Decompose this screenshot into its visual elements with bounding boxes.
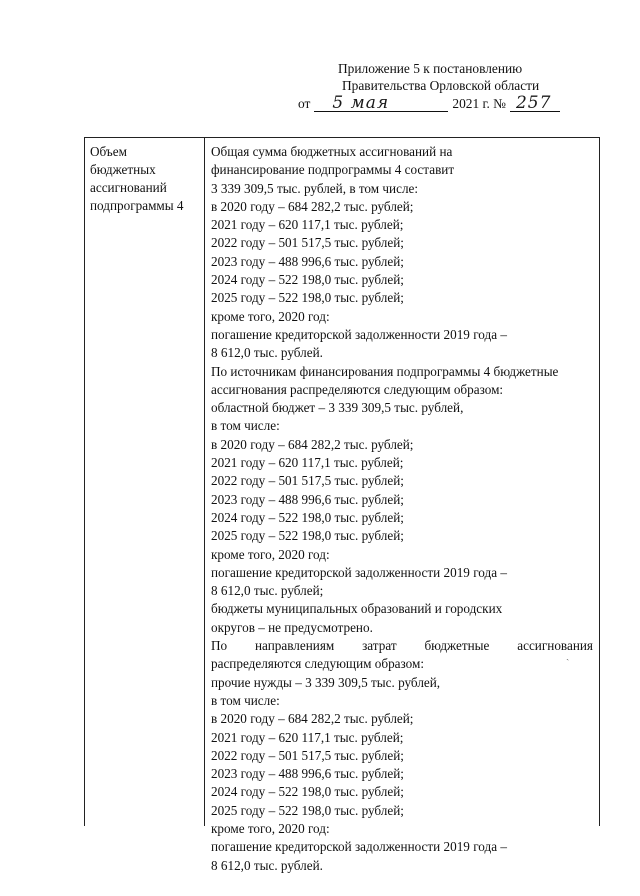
table-right-cell — [205, 138, 599, 873]
right-cell-line: кроме того, 2020 год: — [211, 546, 330, 562]
handwritten-date: 5 мая — [332, 93, 390, 113]
government-title: Правительства Орловской области — [342, 78, 540, 93]
table-left-cell — [85, 138, 205, 826]
right-cell-line: По источникам финансирования подпрограммы 4 бюджетные — [211, 363, 559, 379]
right-cell-line: погашение кредиторской задолженности 2019 года – — [211, 326, 507, 342]
right-cell-line: 2022 году – 501 517,5 тыс. рублей; — [211, 473, 404, 489]
right-cell-line: 8 612,0 тыс. рублей. — [211, 345, 323, 361]
right-cell-line: 2023 году – 488 996,6 тыс. рублей; — [211, 253, 404, 269]
document-header — [298, 60, 598, 112]
scan-mark: ˎ — [566, 650, 570, 661]
year-number-label: 2021 г. № — [452, 96, 506, 111]
right-cell-line: погашение кредиторской задолженности 2019 года – — [211, 564, 507, 580]
left-cell-line: Объем — [90, 144, 127, 159]
right-cell-line: 2021 году – 620 117,1 тыс. рублей; — [211, 729, 404, 745]
right-cell-line: кроме того, 2020 год: — [211, 308, 330, 324]
right-cell-line: округов – не предусмотрено. — [211, 619, 373, 635]
right-cell-line: областной бюджет – 3 339 309,5 тыс. рублей, — [211, 400, 464, 416]
right-cell-line: ассигнования распределяются следующим образом: — [211, 381, 504, 397]
from-label: от — [298, 96, 311, 111]
handwritten-number-field — [510, 95, 560, 112]
right-cell-line: распределяются следующим образом: — [211, 656, 425, 672]
handwritten-number: 257 — [515, 93, 552, 113]
right-cell-line: в 2020 году – 684 282,2 тыс. рублей; — [211, 711, 414, 727]
right-cell-line: Общая сумма бюджетных ассигнований на — [211, 144, 453, 159]
right-cell-line: 2024 году – 522 198,0 тыс. рублей; — [211, 272, 404, 288]
right-cell-line: в 2020 году – 684 282,2 тыс. рублей; — [211, 198, 414, 214]
right-cell-line: 2024 году – 522 198,0 тыс. рублей; — [211, 509, 404, 525]
left-cell-line: бюджетных — [90, 162, 156, 177]
right-cell-line: 3 339 309,5 тыс. рублей, в том числе: — [211, 180, 419, 196]
right-cell-line: 8 612,0 тыс. рублей; — [211, 583, 324, 599]
right-cell-line: в том числе: — [211, 692, 280, 708]
right-cell-line: бюджеты муниципальных образований и городских — [211, 601, 503, 617]
right-cell-line: 2023 году – 488 996,6 тыс. рублей; — [211, 766, 404, 782]
right-cell-line: 2025 году – 522 198,0 тыс. рублей; — [211, 802, 404, 818]
right-cell-line: кроме того, 2020 год: — [211, 820, 330, 836]
right-cell-line: 2023 году – 488 996,6 тыс. рублей; — [211, 491, 404, 507]
budget-table — [84, 137, 600, 873]
left-cell-line: подпрограммы 4 — [90, 198, 184, 213]
right-cell-line: в том числе: — [211, 418, 280, 434]
right-cell-line: По направлениям затрат бюджетные ассигнования — [211, 638, 593, 654]
right-cell-line: финансирование подпрограммы 4 составит — [211, 162, 455, 178]
right-cell-line: погашение кредиторской задолженности 2019 года – — [211, 839, 507, 855]
right-cell-line: 8 612,0 тыс. рублей. — [211, 857, 323, 873]
right-cell-line: 2021 году – 620 117,1 тыс. рублей; — [211, 455, 404, 471]
right-cell-line: 2022 году – 501 517,5 тыс. рублей; — [211, 235, 404, 251]
right-cell-line: 2025 году – 522 198,0 тыс. рублей; — [211, 290, 404, 306]
right-cell-line: 2025 году – 522 198,0 тыс. рублей; — [211, 528, 404, 544]
left-cell-line: ассигнований — [90, 180, 167, 195]
right-cell-line: 2022 году – 501 517,5 тыс. рублей; — [211, 747, 404, 763]
right-cell-line: в 2020 году – 684 282,2 тыс. рублей; — [211, 436, 414, 452]
date-number-line — [298, 95, 598, 112]
appendix-title: Приложение 5 к постановлению — [338, 61, 523, 76]
right-cell-line: прочие нужды – 3 339 309,5 тыс. рублей, — [211, 674, 441, 690]
right-cell-line: 2024 году – 522 198,0 тыс. рублей; — [211, 784, 404, 800]
right-cell-line: 2021 году – 620 117,1 тыс. рублей; — [211, 217, 404, 233]
handwritten-date-field — [314, 95, 448, 112]
